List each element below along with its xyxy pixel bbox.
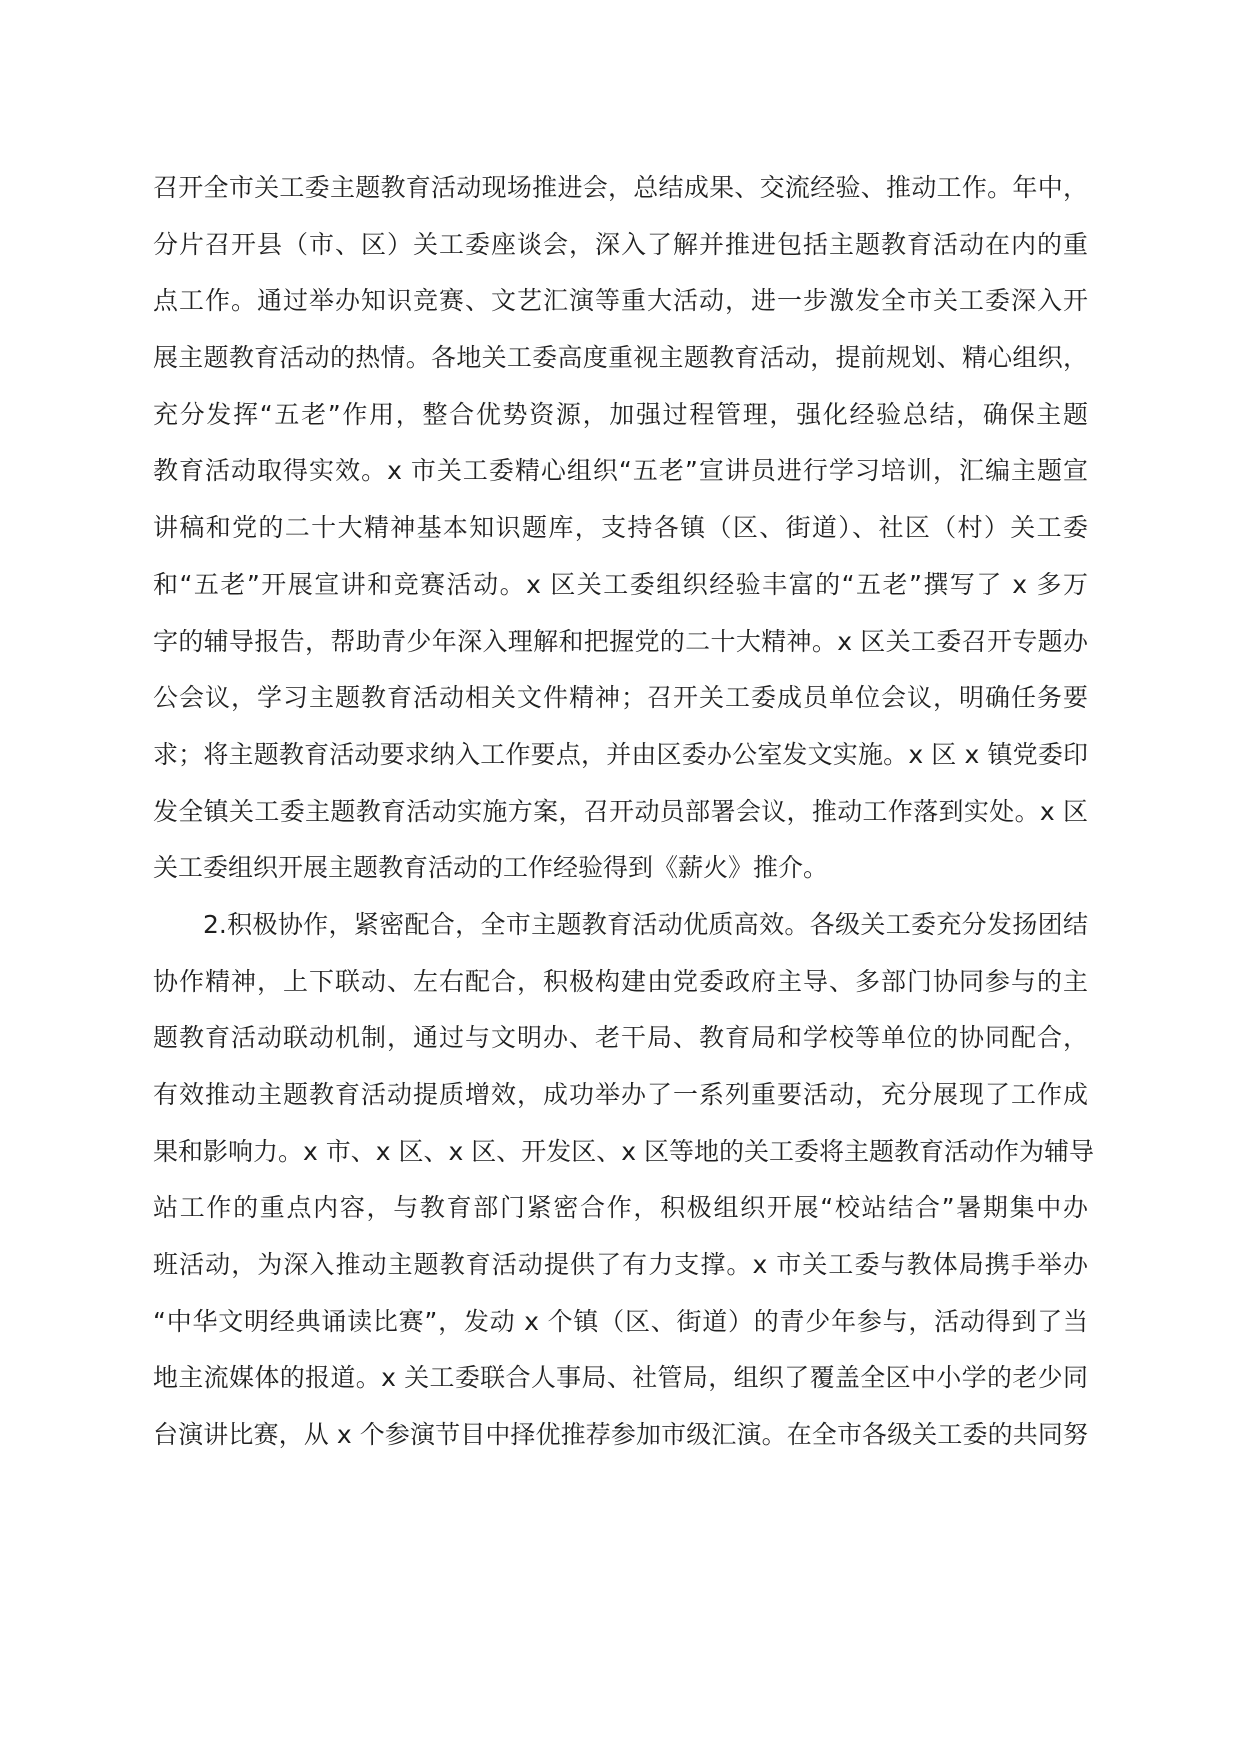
paragraph-line: 点工作。通过举办知识竞赛、文艺汇演等重大活动，进一步激发全市关工委深入开	[153, 286, 1088, 316]
paragraph-line: 召开全市关工委主题教育活动现场推进会，总结成果、交流经验、推动工作。年中，	[153, 173, 1088, 202]
paragraph-line: 讲稿和党的二十大精神基本知识题库，支持各镇（区、街道）、社区（村）关工委	[153, 513, 1088, 543]
paragraph-line: 站工作的重点内容，与教育部门紧密合作，积极组织开展“校站结合”暑期集中办	[153, 1193, 1088, 1223]
paragraph-line: 展主题教育活动的热情。各地关工委高度重视主题教育活动，提前规划、精心组织，	[153, 343, 1088, 373]
paragraph-line: 关工委组织开展主题教育活动的工作经验得到《薪火》推介。	[153, 853, 829, 883]
paragraph-line: 有效推动主题教育活动提质增效，成功举办了一系列重要活动，充分展现了工作成	[153, 1080, 1088, 1109]
paragraph-line: 求；将主题教育活动要求纳入工作要点，并由区委办公室发文实施。x 区 x 镇党委印	[153, 739, 1088, 769]
paragraph-line: 教育活动取得实效。x 市关工委精心组织“五老”宣讲员进行学习培训，汇编主题宣	[153, 456, 1088, 486]
paragraph-line: 公会议，学习主题教育活动相关文件精神；召开关工委成员单位会议，明确任务要	[153, 683, 1088, 713]
paragraph-line: 协作精神，上下联动、左右配合，积极构建由党委政府主导、多部门协同参与的主	[153, 966, 1088, 996]
paragraph-line: 果和影响力。x 市、x 区、x 区、开发区、x 区等地的关工委将主题教育活动作为辅导	[153, 1136, 1094, 1166]
paragraph-line: 台演讲比赛，从 x 个参演节目中择优推荐参加市级汇演。在全市各级关工委的共同努	[153, 1420, 1088, 1450]
paragraph-line: 字的辅导报告，帮助青少年深入理解和把握党的二十大精神。x 区关工委召开专题办	[153, 626, 1088, 656]
document-body	[153, 160, 1094, 1464]
paragraph-1	[153, 160, 1088, 897]
paragraph-line: 充分发挥“五老”作用，整合优势资源，加强过程管理，强化经验总结，确保主题	[153, 399, 1088, 429]
paragraph-line: 2.积极协作，紧密配合，全市主题教育活动优质高效。各级关工委充分发扬团结	[203, 909, 1088, 939]
paragraph-line: 班活动，为深入推动主题教育活动提供了有力支撑。x 市关工委与教体局携手举办	[153, 1250, 1088, 1280]
paragraph-line: 分片召开县（市、区）关工委座谈会，深入了解并推进包括主题教育活动在内的重	[153, 229, 1088, 259]
paragraph-2	[153, 897, 1094, 1464]
paragraph-line: 发全镇关工委主题教育活动实施方案，召开动员部署会议，推动工作落到实处。x 区	[153, 796, 1088, 826]
paragraph-line: 地主流媒体的报道。x 关工委联合人事局、社管局，组织了覆盖全区中小学的老少同	[153, 1363, 1088, 1393]
paragraph-line: 和“五老”开展宣讲和竞赛活动。x 区关工委组织经验丰富的“五老”撰写了 x 多万	[153, 569, 1088, 599]
paragraph-line: “中华文明经典诵读比赛”，发动 x 个镇（区、街道）的青少年参与，活动得到了当	[153, 1306, 1088, 1336]
paragraph-line: 题教育活动联动机制，通过与文明办、老干局、教育局和学校等单位的协同配合，	[153, 1023, 1088, 1053]
